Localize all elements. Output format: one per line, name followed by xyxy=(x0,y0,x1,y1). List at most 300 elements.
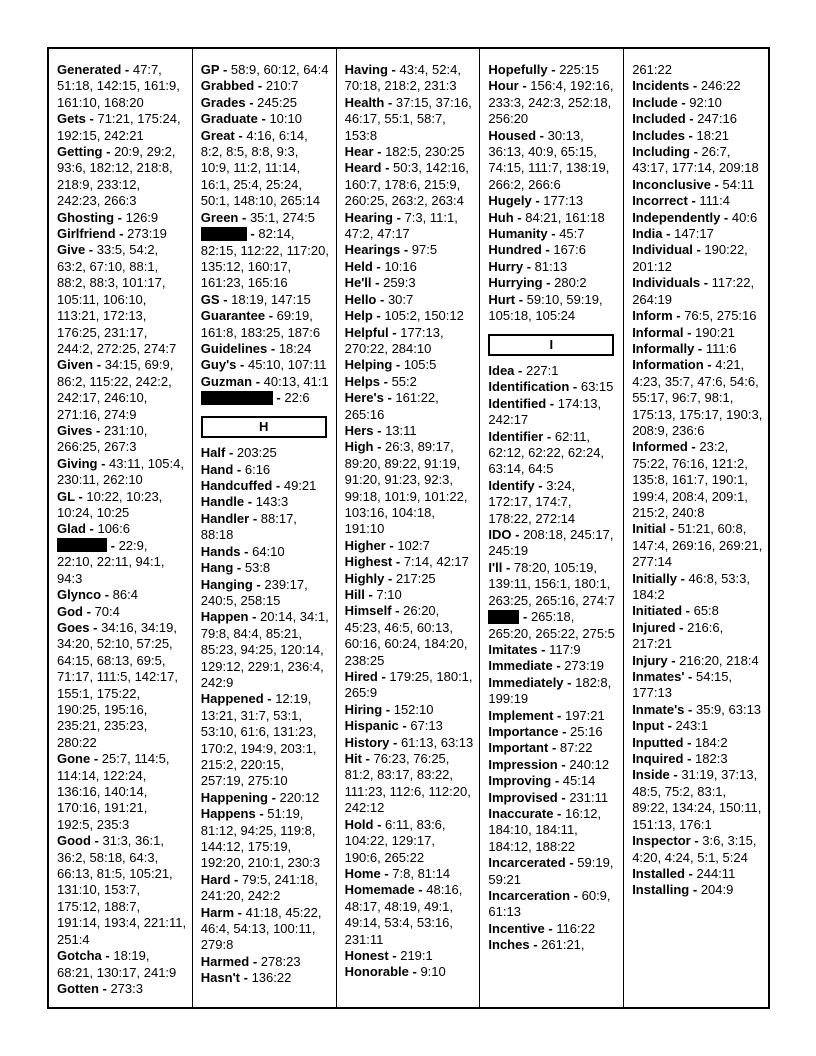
index-refs: 25:16 xyxy=(570,724,603,739)
index-refs: 92:10 xyxy=(689,94,722,110)
index-refs: 117:22, 264:19 xyxy=(632,275,755,307)
index-refs: 51:19, 81:12, 94:25, 119:8, 144:12, 175:19, 192:20, 210:1, 230:3 xyxy=(200,806,321,871)
entry-separator: - xyxy=(684,127,697,143)
entry-separator: - xyxy=(101,948,114,964)
entry-separator: - xyxy=(240,543,253,559)
index-word: Higher xyxy=(344,537,386,553)
index-word: Hasn't xyxy=(200,970,241,986)
index-refs: 49:21 xyxy=(283,478,317,494)
entry-separator: - xyxy=(257,111,270,127)
index-refs: 179:25, 180:1, 265:9 xyxy=(344,669,473,701)
index-entry xyxy=(345,718,475,734)
index-refs: 126:9 xyxy=(125,209,159,225)
index-word: Individuals xyxy=(632,275,701,291)
entry-separator: - xyxy=(683,734,696,750)
entry-separator: - xyxy=(502,559,514,575)
index-word: God xyxy=(57,603,83,619)
index-refs: 7:10 xyxy=(376,587,402,602)
index-word: Here's xyxy=(344,390,384,406)
index-refs: 261:21, xyxy=(541,937,585,953)
index-word: Idea xyxy=(488,362,515,378)
index-refs: 34:15, 69:9, 86:2, 115:22, 242:2, 242:17, 246:10, 271:16, 274:9 xyxy=(57,357,174,422)
index-entry xyxy=(345,210,475,243)
index-refs: 225:15 xyxy=(559,62,599,77)
index-entry xyxy=(345,669,475,702)
index-word: Improving xyxy=(488,773,552,789)
index-entry xyxy=(57,538,187,587)
index-entry xyxy=(201,511,331,544)
index-entry xyxy=(488,242,618,258)
index-refs: 60:9, 61:13 xyxy=(488,888,611,920)
index-word: Housed xyxy=(488,127,537,143)
index-word: Hearings xyxy=(344,242,401,258)
index-word: Home xyxy=(344,865,381,881)
entry-separator: - xyxy=(85,111,98,127)
index-refs: 280:2 xyxy=(554,275,587,291)
index-entry xyxy=(488,675,618,708)
entry-separator: - xyxy=(710,176,723,192)
index-word: GL xyxy=(57,488,75,504)
index-refs: 26:7, 43:17, 177:14, 209:18 xyxy=(632,144,759,176)
redaction-bar xyxy=(488,610,519,624)
index-entry xyxy=(632,751,763,767)
index-refs: 161:22, 265:16 xyxy=(344,390,439,422)
index-entry xyxy=(488,527,618,560)
entry-separator: - xyxy=(373,439,386,455)
index-entry xyxy=(201,478,331,494)
index-word: Highly xyxy=(344,570,385,586)
index-refs: 143:3 xyxy=(255,494,289,510)
index-word: Injured xyxy=(632,619,676,635)
index-refs: 63:15 xyxy=(580,379,614,395)
entry-separator: - xyxy=(388,324,401,340)
index-entry xyxy=(345,423,475,439)
index-entry xyxy=(201,494,331,510)
index-word: Inmate's xyxy=(632,701,685,717)
index-refs: 40:6 xyxy=(731,209,758,225)
entry-separator: - xyxy=(684,865,697,881)
index-refs: 6:11, 83:6, 104:22, 129:17, 190:6, 265:22 xyxy=(344,816,446,865)
index-entry xyxy=(345,62,475,95)
index-refs: 278:23 xyxy=(260,953,301,969)
index-column-2 xyxy=(193,49,337,1007)
entry-separator: - xyxy=(233,560,245,576)
entry-separator: - xyxy=(392,357,404,373)
index-word: Handler xyxy=(200,510,250,526)
index-refs: 20:9, 29:2, 93:6, 182:12, 218:8, 218:9, 233:12, 242:23, 266:3 xyxy=(57,144,176,209)
entry-separator: - xyxy=(219,291,232,307)
entry-separator: - xyxy=(371,275,384,291)
index-refs: 78:20, 105:19, 139:11, 156:1, 180:1, 263:25, 265:16, 274:7 xyxy=(488,559,615,608)
index-entry xyxy=(345,866,475,882)
index-word: High xyxy=(344,439,374,455)
index-word: Hopefully xyxy=(488,62,548,77)
index-refs: 231:10, 266:25, 267:3 xyxy=(57,422,148,455)
index-word: I'll xyxy=(488,559,503,575)
index-word: Highest xyxy=(344,554,393,570)
index-word: Grades xyxy=(200,94,246,110)
index-refs: 3:24, 172:17, 174:7, 178:22, 272:14 xyxy=(488,477,576,526)
entry-separator: - xyxy=(544,920,557,936)
index-entry xyxy=(201,970,331,986)
redaction-bar xyxy=(201,391,273,405)
entry-separator: - xyxy=(682,603,694,619)
index-entry xyxy=(488,226,618,242)
index-word: Installing xyxy=(632,882,690,898)
entry-separator: - xyxy=(219,62,231,77)
index-refs: 34:16, 34:19, 34:20, 52:10, 57:25, 64:15, 68:13, 69:5, 71:17, 111:5, 142:17, 155:1, 175:22, 190:25, 195:16, 235:21, 235:23, 280:22 xyxy=(57,619,178,750)
index-word: Give xyxy=(57,242,86,258)
index-word: Glynco xyxy=(57,587,102,603)
entry-separator: - xyxy=(547,62,560,77)
index-column-3 xyxy=(337,49,481,1007)
entry-separator: - xyxy=(675,619,688,635)
index-word: Given xyxy=(57,357,94,373)
index-refs: 182:8, 199:19 xyxy=(488,674,612,707)
index-word: Graduate xyxy=(200,111,258,127)
index-word: Incarceration xyxy=(488,888,571,904)
index-word: GP xyxy=(200,62,220,77)
entry-separator: - xyxy=(689,78,701,94)
index-refs: 177:13 xyxy=(543,193,584,209)
entry-separator: - xyxy=(519,609,531,624)
index-entry xyxy=(201,445,331,461)
index-word: Helping xyxy=(344,357,393,373)
index-entry xyxy=(345,357,475,373)
index-refs: 40:13, 41:1 xyxy=(263,373,329,389)
index-refs: 239:17, 240:5, 258:15 xyxy=(200,576,308,608)
index-entry xyxy=(57,751,187,833)
index-refs: 43:11, 105:4, 230:11, 262:10 xyxy=(57,455,184,488)
index-entry xyxy=(488,855,618,888)
entry-separator: - xyxy=(377,669,390,685)
entry-separator: - xyxy=(245,94,258,110)
index-entry xyxy=(201,95,331,111)
index-word: Guy's xyxy=(200,357,237,373)
index-word: Heard xyxy=(344,160,382,176)
entry-separator: - xyxy=(225,445,237,461)
index-entry xyxy=(57,981,187,997)
index-entry xyxy=(632,78,763,94)
index-entry xyxy=(345,948,475,964)
index-word: Hear xyxy=(344,144,374,160)
index-word: Hiring xyxy=(344,701,383,717)
entry-separator: - xyxy=(687,193,700,209)
index-word: Happen xyxy=(200,609,249,625)
index-entry xyxy=(345,587,475,603)
index-refs: 45:14 xyxy=(562,773,596,789)
entry-separator: - xyxy=(252,373,264,389)
entry-separator: - xyxy=(392,554,404,570)
index-entry xyxy=(632,767,763,833)
index-entry xyxy=(488,724,618,740)
index-word: India xyxy=(632,226,663,242)
index-entry xyxy=(201,308,331,341)
index-entry xyxy=(632,325,763,341)
entry-separator: - xyxy=(518,78,531,94)
index-word: Incidents xyxy=(632,78,690,94)
index-entry xyxy=(201,790,331,806)
index-entry xyxy=(488,740,618,756)
index-refs: 48:16, 48:17, 48:19, 49:1, 49:14, 53:4, 53:16, 231:11 xyxy=(344,882,463,947)
index-entry xyxy=(632,308,763,324)
index-refs: 45:7 xyxy=(559,226,585,242)
index-entry xyxy=(488,396,618,429)
index-refs: 244:11 xyxy=(696,865,736,881)
index-entry xyxy=(488,658,618,674)
index-entry xyxy=(488,757,618,773)
index-entry xyxy=(488,429,618,478)
index-refs: 245:25 xyxy=(257,94,297,110)
entry-separator: - xyxy=(380,373,392,389)
entry-separator: - xyxy=(240,970,252,986)
index-entry xyxy=(201,544,331,560)
index-refs: 51:21, 60:8, 147:4, 269:16, 269:21, 277:14 xyxy=(632,521,763,570)
index-entry xyxy=(345,292,475,308)
continued-refs: 261:22 xyxy=(632,62,672,77)
index-refs: 55:2 xyxy=(391,373,417,389)
index-entry xyxy=(632,571,763,604)
index-word: History xyxy=(344,734,390,750)
index-word: Gone xyxy=(57,751,91,767)
entry-separator: - xyxy=(102,144,115,160)
entry-separator: - xyxy=(694,340,706,356)
entry-separator: - xyxy=(570,888,582,904)
index-entry xyxy=(345,144,475,160)
index-entry xyxy=(488,478,618,527)
entry-separator: - xyxy=(700,275,712,291)
index-word: GS xyxy=(200,291,220,307)
index-refs: 43:4, 52:4, 70:18, 218:2, 231:3 xyxy=(344,62,461,94)
index-word: Importance xyxy=(488,724,559,739)
index-entry xyxy=(488,790,618,806)
entry-separator: - xyxy=(388,947,401,963)
index-column-1 xyxy=(49,49,193,1007)
index-entry xyxy=(201,806,331,872)
index-refs: 46:8, 53:3, 184:2 xyxy=(632,570,750,602)
index-refs: 265:18, 265:20, 265:22, 275:5 xyxy=(488,609,615,641)
index-word: Hands xyxy=(200,543,241,559)
index-word: Guidelines xyxy=(200,341,268,357)
index-entry xyxy=(632,177,763,193)
index-word: Inconclusive xyxy=(632,176,711,192)
index-entry xyxy=(488,609,618,642)
index-entry xyxy=(345,702,475,718)
index-entry xyxy=(201,462,331,478)
index-word: Grabbed xyxy=(200,78,255,94)
entry-separator: - xyxy=(677,94,690,110)
index-word: Harm xyxy=(200,904,235,920)
entry-separator: - xyxy=(391,603,404,619)
index-word: Important xyxy=(488,740,549,756)
entry-separator: - xyxy=(83,603,95,619)
index-word: Identify xyxy=(488,477,535,493)
entry-separator: - xyxy=(400,242,412,258)
entry-separator: - xyxy=(267,789,280,805)
index-entry xyxy=(632,226,763,242)
index-entry xyxy=(345,160,475,209)
index-word: Input xyxy=(632,718,664,734)
entry-separator: - xyxy=(234,127,247,143)
index-word: Inside xyxy=(632,767,670,783)
entry-separator: - xyxy=(663,718,676,734)
entry-separator: - xyxy=(514,362,526,378)
index-entry xyxy=(488,210,618,226)
index-word: Hard xyxy=(200,871,231,887)
index-word: Giving xyxy=(57,455,98,471)
index-entry xyxy=(345,817,475,866)
index-word: He'll xyxy=(344,275,372,291)
index-entry xyxy=(488,888,618,921)
index-entry xyxy=(57,833,187,948)
index-entry xyxy=(345,735,475,751)
index-refs: 10:10 xyxy=(269,111,302,127)
entry-separator: - xyxy=(85,242,97,258)
index-word: Initiated xyxy=(632,603,683,619)
index-entry xyxy=(201,62,331,78)
index-refs: 26:20, 45:23, 46:5, 60:13, 60:16, 60:24, 184:20, 238:25 xyxy=(344,603,468,668)
index-word: Hundred xyxy=(488,242,542,258)
index-word: Informed xyxy=(632,439,688,455)
index-entry xyxy=(57,62,187,111)
index-entry xyxy=(201,560,331,576)
entry-separator: - xyxy=(372,308,385,324)
index-entry xyxy=(632,833,763,866)
index-refs: 197:21 xyxy=(564,707,605,723)
index-word: Imitates xyxy=(488,641,538,657)
index-refs: 71:21, 175:24, 192:15, 242:21 xyxy=(57,111,181,143)
index-entry xyxy=(632,718,763,734)
index-entry xyxy=(488,193,618,209)
index-entry xyxy=(632,521,763,570)
index-word: Hurt xyxy=(488,291,516,307)
entry-separator: - xyxy=(684,701,696,717)
index-refs: 22:6 xyxy=(284,390,310,406)
index-entry xyxy=(201,292,331,308)
index-entry xyxy=(201,954,331,970)
index-entry xyxy=(632,275,763,308)
index-word: Hour xyxy=(488,78,519,94)
index-word: Guarantee xyxy=(200,308,266,324)
index-word: Huh xyxy=(488,209,514,225)
entry-separator: - xyxy=(683,751,696,767)
index-entry xyxy=(201,226,331,292)
index-refs: 30:7 xyxy=(387,291,414,307)
entry-separator: - xyxy=(543,428,555,444)
entry-separator: - xyxy=(89,619,102,635)
entry-separator: - xyxy=(547,226,560,242)
index-refs: 81:13 xyxy=(534,258,568,274)
index-word: Identified xyxy=(488,395,547,411)
index-refs: 203:25 xyxy=(236,445,277,461)
entry-separator: - xyxy=(387,62,400,77)
index-word: Ghosting xyxy=(57,209,115,225)
index-entry xyxy=(201,78,331,94)
index-refs: 88:17, 88:18 xyxy=(200,510,297,543)
index-word: Green xyxy=(200,209,239,225)
index-entry xyxy=(632,439,763,521)
entry-separator: - xyxy=(92,422,104,438)
index-entry xyxy=(632,669,763,702)
entry-separator: - xyxy=(529,937,542,953)
index-entry xyxy=(57,620,187,751)
entry-separator: - xyxy=(373,144,386,160)
entry-separator: - xyxy=(666,521,678,537)
entry-separator: - xyxy=(389,734,401,750)
index-entry xyxy=(57,423,187,456)
index-entry xyxy=(57,144,187,210)
redaction-bar xyxy=(57,538,107,552)
index-entry xyxy=(632,144,763,177)
entry-separator: - xyxy=(683,324,696,340)
index-refs: 18:19, 68:21, 130:17, 241:9 xyxy=(57,948,177,980)
index-refs: 116:22 xyxy=(556,920,596,936)
index-word: Include xyxy=(632,94,678,110)
entry-separator: - xyxy=(233,461,245,477)
entry-separator: - xyxy=(515,291,527,307)
index-word: Guzman xyxy=(200,373,253,389)
index-refs: 174:13, 242:17 xyxy=(488,395,602,428)
index-word: Hurrying xyxy=(488,275,543,291)
entry-separator: - xyxy=(669,767,682,783)
index-word: Hearing xyxy=(344,209,393,225)
entry-separator: - xyxy=(236,357,248,373)
entry-separator: - xyxy=(373,816,386,832)
entry-separator: - xyxy=(114,209,126,225)
index-entry xyxy=(632,620,763,653)
index-entry xyxy=(201,577,331,610)
index-word: Installed xyxy=(632,865,685,881)
entry-separator: - xyxy=(685,111,698,127)
index-refs: 67:13 xyxy=(410,718,443,734)
index-entry xyxy=(57,489,187,522)
index-refs: 243:1 xyxy=(675,718,709,734)
index-word: Informally xyxy=(632,340,695,356)
index-entry xyxy=(345,571,475,587)
index-word: Informal xyxy=(632,324,684,340)
index-entry xyxy=(345,751,475,817)
entry-separator: - xyxy=(97,455,110,471)
index-entry xyxy=(488,642,618,658)
index-word: IDO xyxy=(488,526,512,542)
index-entry xyxy=(345,603,475,669)
index-word: Impression xyxy=(488,756,558,772)
index-refs: 47:7, 51:18, 142:15, 161:9, 161:10, 168:20 xyxy=(57,62,180,110)
index-word: Handle xyxy=(200,494,245,510)
index-entry xyxy=(488,292,618,325)
index-refs: 69:19, 161:8, 183:25, 187:6 xyxy=(200,308,321,340)
index-refs: 54:11 xyxy=(722,176,755,192)
index-refs: 45:10, 107:11 xyxy=(247,357,327,373)
index-refs: 111:6 xyxy=(705,340,737,356)
index-entry xyxy=(345,325,475,358)
entry-separator: - xyxy=(384,94,396,110)
index-word: Great xyxy=(200,127,235,143)
entry-separator: - xyxy=(272,478,284,494)
index-refs: 231:11 xyxy=(569,789,609,805)
index-entry xyxy=(345,374,475,390)
entry-separator: - xyxy=(703,357,716,373)
index-refs: 30:13, 36:13, 40:9, 65:15, 74:15, 111:7, 138:19, 266:2, 266:6 xyxy=(488,127,610,192)
index-refs: 102:7 xyxy=(397,537,430,553)
index-word: Hand xyxy=(200,461,234,477)
index-refs: 227:1 xyxy=(525,362,559,378)
index-refs: 217:25 xyxy=(395,570,436,586)
index-column-5 xyxy=(624,49,768,1007)
index-word: Inspector xyxy=(632,833,691,849)
index-refs: 4:21, 4:23, 35:7, 47:6, 54:6, 55:17, 96:7, 98:1, 175:13, 175:17, 190:3, 208:9, 236:6 xyxy=(632,357,763,438)
index-refs: 87:22 xyxy=(559,740,593,756)
